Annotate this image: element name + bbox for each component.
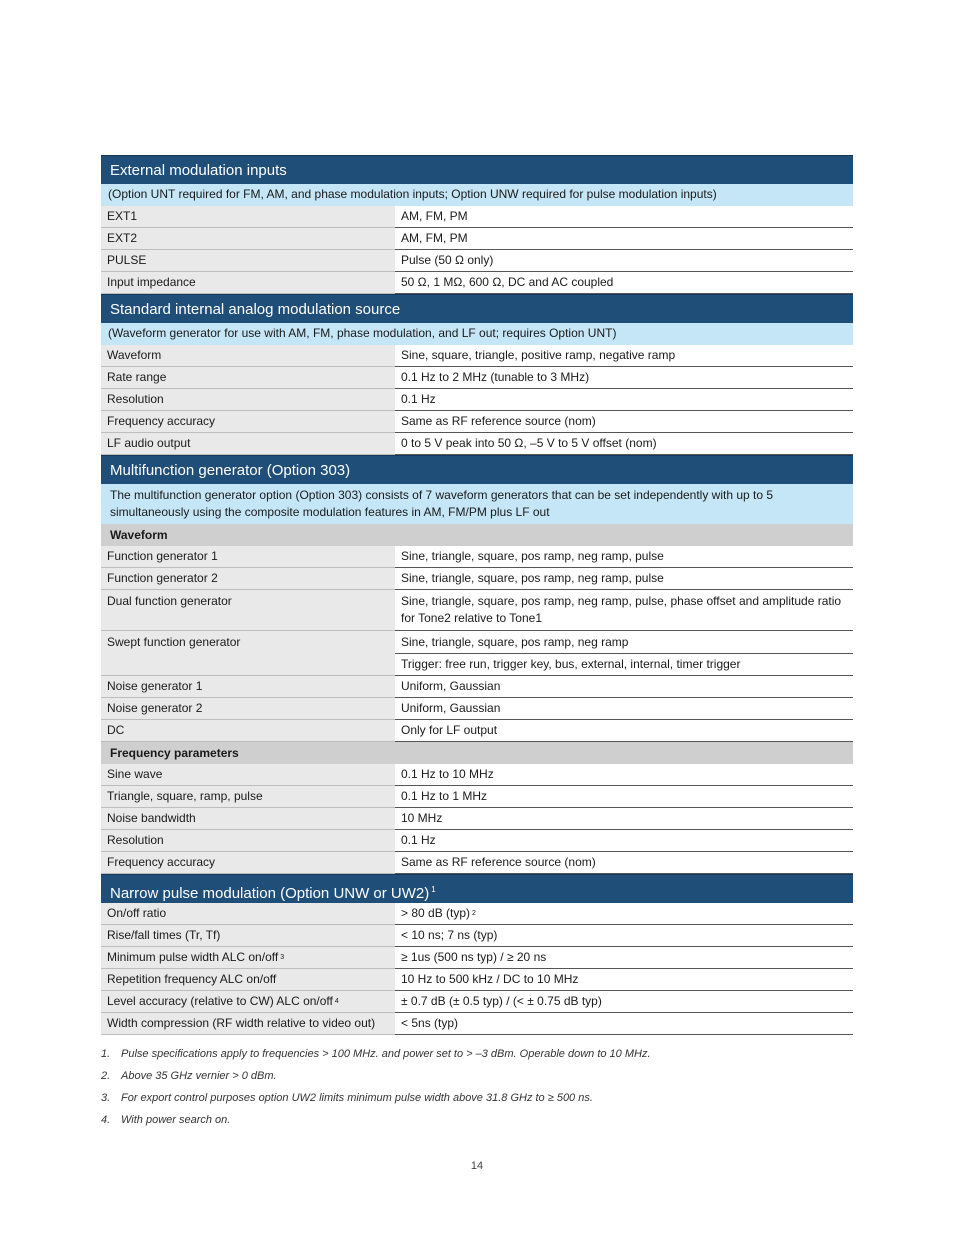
table-row: [101, 367, 853, 389]
row-label: Frequency accuracy: [101, 411, 395, 433]
row-value: [395, 969, 853, 991]
row-value: 0.1 Hz to 1 MHz: [395, 786, 853, 808]
table-row: [101, 228, 853, 250]
row-value: [395, 925, 853, 947]
table-row: [101, 764, 853, 786]
row-value: Pulse (50 Ω only): [395, 250, 853, 272]
row-value: Uniform, Gaussian: [395, 698, 853, 720]
table-row: [101, 345, 853, 367]
table-row: [101, 654, 853, 676]
footnotes: [101, 1046, 853, 1134]
row-value: 0.1 Hz: [395, 830, 853, 852]
table-row: [101, 1013, 853, 1035]
row-label: Noise bandwidth: [101, 808, 395, 830]
row-label: Noise generator 2: [101, 698, 395, 720]
row-label: LF audio output: [101, 433, 395, 455]
row-label: DC: [101, 720, 395, 742]
row-value: 0.1 Hz to 10 MHz: [395, 764, 853, 786]
row-label: Function generator 1: [101, 546, 395, 568]
row-value-text: < 5ns (typ): [401, 1016, 459, 1030]
section-header-external-modulation: [101, 155, 853, 184]
row-value: [395, 1013, 853, 1035]
row-label: PULSE: [101, 250, 395, 272]
footnote-text: Above 35 GHz vernier > 0 dBm.: [121, 1070, 277, 1082]
footnote-ref: 3: [280, 954, 285, 961]
section-note: (Waveform generator for use with AM, FM, phase modulation, and LF out; requires Option UNT): [101, 323, 853, 345]
table-row: [101, 206, 853, 228]
row-label: Waveform: [101, 345, 395, 367]
table-row: [101, 852, 853, 874]
row-value: Sine, square, triangle, positive ramp, negative ramp: [395, 345, 853, 367]
row-label: EXT2: [101, 228, 395, 250]
row-label-text: Width compression (RF width relative to video out): [107, 1016, 376, 1030]
row-value: Sine, triangle, square, pos ramp, neg ramp, pulse: [395, 546, 853, 568]
row-label-text: Level accuracy (relative to CW) ALC on/off: [107, 994, 333, 1008]
row-label: Frequency accuracy: [101, 852, 395, 874]
table-row: [101, 786, 853, 808]
row-value: [395, 991, 853, 1013]
section-title: Multifunction generator (Option 303): [110, 462, 351, 479]
footnote-ref: 2: [472, 910, 476, 917]
row-label: [101, 654, 395, 676]
row-value: Trigger: free run, trigger key, bus, external, internal, timer trigger: [395, 654, 853, 676]
section-header-standard-internal-source: [101, 294, 853, 323]
footnote-ref: 1: [431, 885, 436, 894]
section-header-multifunction-generator: [101, 455, 853, 484]
row-label: Resolution: [101, 830, 395, 852]
row-value: [395, 903, 853, 925]
footnote: [101, 1112, 853, 1134]
section-note: (Option UNT required for FM, AM, and phase modulation inputs; Option UNW required for pulse modulation inputs): [101, 184, 853, 206]
footnote-number: 2.: [101, 1070, 111, 1082]
row-value: Same as RF reference source (nom): [395, 411, 853, 433]
table-row: [101, 250, 853, 272]
footnote-text: For export control purposes option UW2 limits minimum pulse width above 31.8 GHz to ≥ 500 ns.: [121, 1092, 593, 1104]
table-row: [101, 676, 853, 698]
row-value: AM, FM, PM: [395, 228, 853, 250]
row-value: 10 MHz: [395, 808, 853, 830]
table-row: [101, 568, 853, 590]
row-value: Sine, triangle, square, pos ramp, neg ramp, pulse, phase offset and amplitude ratio for Tone2 relative to Tone1: [395, 590, 853, 631]
subheader-frequency-parameters: Frequency parameters: [101, 742, 853, 764]
table-row: [101, 411, 853, 433]
row-label: Resolution: [101, 389, 395, 411]
table-row: [101, 389, 853, 411]
table-row: [101, 969, 853, 991]
row-label: Function generator 2: [101, 568, 395, 590]
row-label: Noise generator 1: [101, 676, 395, 698]
row-value-text: < 10 ns; 7 ns (typ): [401, 928, 498, 942]
footnote-ref: 4: [334, 998, 339, 1005]
table-row: [101, 808, 853, 830]
row-label-text: Minimum pulse width ALC on/off: [107, 950, 279, 964]
table-row: [101, 903, 853, 925]
row-label: [101, 969, 395, 991]
table-row: [101, 631, 853, 654]
row-label: Input impedance: [101, 272, 395, 294]
row-label-text: On/off ratio: [107, 906, 167, 920]
row-value: 0.1 Hz to 2 MHz (tunable to 3 MHz): [395, 367, 853, 389]
row-value: Only for LF output: [395, 720, 853, 742]
table-row: [101, 272, 853, 294]
row-label: [101, 1013, 395, 1035]
row-value: 0.1 Hz: [395, 389, 853, 411]
section-title: External modulation inputs: [110, 162, 287, 179]
row-value-text: ≥ 1us (500 ns typ) / ≥ 20 ns: [401, 950, 547, 964]
row-value: AM, FM, PM: [395, 206, 853, 228]
footnote-number: 1.: [101, 1048, 111, 1060]
row-value: Uniform, Gaussian: [395, 676, 853, 698]
row-label: Dual function generator: [101, 590, 395, 631]
row-label: Sine wave: [101, 764, 395, 786]
row-value: Sine, triangle, square, pos ramp, neg ramp: [395, 631, 853, 654]
row-label: Rate range: [101, 367, 395, 389]
footnote-number: 4.: [101, 1114, 111, 1126]
table-row: [101, 590, 853, 631]
section-note: The multifunction generator option (Option 303) consists of 7 waveform generators that can be set independently with up to 5 simultaneously using the composite modulation features in AM, FM/PM plus LF out: [101, 484, 853, 524]
row-label: [101, 925, 395, 947]
table-row: [101, 720, 853, 742]
row-label: [101, 903, 395, 925]
row-label: [101, 991, 395, 1013]
row-value: Same as RF reference source (nom): [395, 852, 853, 874]
row-label: [101, 947, 395, 969]
table-row: [101, 925, 853, 947]
row-value: 50 Ω, 1 MΩ, 600 Ω, DC and AC coupled: [395, 272, 853, 294]
footnote-number: 3.: [101, 1092, 111, 1104]
section-header-narrow-pulse-modulation: [101, 874, 853, 903]
row-value: Sine, triangle, square, pos ramp, neg ramp, pulse: [395, 568, 853, 590]
table-row: [101, 830, 853, 852]
page-number: 14: [470, 1160, 484, 1172]
section-title: Standard internal analog modulation source: [110, 301, 401, 318]
footnote: [101, 1068, 853, 1090]
row-label: EXT1: [101, 206, 395, 228]
row-label-text: Repetition frequency ALC on/off: [107, 972, 277, 986]
row-value-text: 10 Hz to 500 kHz / DC to 10 MHz: [401, 972, 579, 986]
table-row: [101, 433, 853, 455]
row-value-text: ± 0.7 dB (± 0.5 typ) / (< ± 0.75 dB typ): [401, 994, 602, 1008]
table-row: [101, 947, 853, 969]
footnote-text: Pulse specifications apply to frequencies > 100 MHz. and power set to > –3 dBm. Operable down to 10 MHz.: [121, 1048, 651, 1060]
footnote: [101, 1090, 853, 1112]
row-value: [395, 947, 853, 969]
row-label: Triangle, square, ramp, pulse: [101, 786, 395, 808]
subheader-waveform: Waveform: [101, 524, 853, 546]
table-row: [101, 698, 853, 720]
footnote-text: With power search on.: [121, 1114, 231, 1126]
table-row: [101, 546, 853, 568]
row-label: Swept function generator: [101, 631, 395, 654]
row-label-text: Rise/fall times (Tr, Tf): [107, 928, 221, 942]
row-value-text: > 80 dB (typ): [401, 906, 471, 920]
section-title: Narrow pulse modulation (Option UNW or UW2): [110, 885, 430, 902]
footnote: [101, 1046, 853, 1068]
table-row: [101, 991, 853, 1013]
row-value: 0 to 5 V peak into 50 Ω, –5 V to 5 V offset (nom): [395, 433, 853, 455]
spec-document: [101, 155, 853, 1035]
